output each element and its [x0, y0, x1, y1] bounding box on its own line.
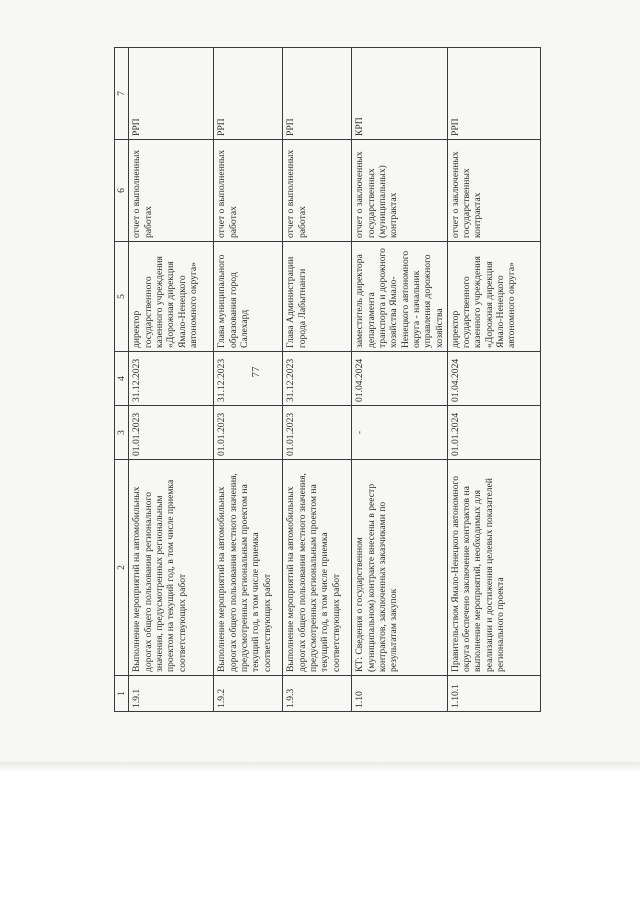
start-date: 01.01.2023 [129, 406, 214, 460]
end-date: 01.04.2024 [352, 352, 448, 406]
start-date: 01.01.2023 [283, 406, 352, 460]
table-row [214, 48, 283, 712]
page-edge [0, 762, 640, 772]
control-level: РРП [447, 48, 540, 140]
document-type: отчет о выполненных работах [214, 140, 283, 242]
column-number: 2 [115, 460, 129, 676]
column-number: 3 [115, 406, 129, 460]
row-number: 1.10 [352, 676, 448, 712]
page-number: 77 [250, 366, 262, 378]
control-level: РРП [283, 48, 352, 140]
start-date: - [352, 406, 448, 460]
event-name: Выполнение мероприятий на автомобильных дорогах общего пользования местного значения, предусмотренных региональным проектом на текущий год, в том числе приемка соответствующих работ [283, 460, 352, 676]
responsible: Глава Администрации города Лабытнанги [283, 242, 352, 352]
document-type: отчет о выполненных работах [129, 140, 214, 242]
control-level: РРП [214, 48, 283, 140]
column-number-row [115, 48, 129, 712]
column-number: 7 [115, 48, 129, 140]
table-row [447, 48, 540, 712]
end-date: 31.12.2023 [283, 352, 352, 406]
column-number: 1 [115, 676, 129, 712]
column-number: 4 [115, 352, 129, 406]
column-number: 6 [115, 140, 129, 242]
document-type: отчет о выполненных работах [283, 140, 352, 242]
responsible: Глава муниципального образования город Салехард [214, 242, 283, 352]
document-type: отчет о заключенных государственных контрактах [447, 140, 540, 242]
plan-table [114, 47, 541, 712]
rotated-table-container [114, 48, 524, 712]
end-date: 31.12.2023 [214, 352, 283, 406]
document-type: отчет о заключенных государственных (муниципальных) контрактах [352, 140, 448, 242]
control-level: КРП [352, 48, 448, 140]
event-name: Выполнение мероприятий на автомобильных дорогах общего пользования местного значения, предусмотренных региональным проектом на текущий год, в том числе приемка соответствующих работ [214, 460, 283, 676]
start-date: 01.01.2024 [447, 406, 540, 460]
responsible: директор государственного казенного учреждения «Дорожная дирекция Ямало-Ненецкого автономного округа» [447, 242, 540, 352]
responsible: директор государственного казенного учреждения «Дорожная дирекция Ямало-Ненецкого автономного округа» [129, 242, 214, 352]
column-number: 5 [115, 242, 129, 352]
responsible: заместитель директора департамента транспорта и дорожного хозяйства Ямало-Ненецкого автономного округа - начальник управления дорожного хозяйства [352, 242, 448, 352]
end-date: 01.04.2024 [447, 352, 540, 406]
event-name: Выполнение мероприятий на автомобильных дорогах общего пользования регионального значения, предусмотренных региональным проектом на текущий год, в том числе приемка соответствующих работ [129, 460, 214, 676]
table-row [129, 48, 214, 712]
row-number: 1.10.1 [447, 676, 540, 712]
event-name: КТ: Сведения о государственном (муниципальном) контракте внесены в реестр контрактов, заключенных заказчиками по результатам закупок [352, 460, 448, 676]
row-number: 1.9.2 [214, 676, 283, 712]
control-level: РРП [129, 48, 214, 140]
end-date: 31.12.2023 [129, 352, 214, 406]
table-row [352, 48, 448, 712]
row-number: 1.9.1 [129, 676, 214, 712]
event-name: Правительством Ямало-Ненецкого автономного округа обеспечено заключение контрактов на выполнение мероприятий, необходимых для реализации и достижения целевых показателей регионального проекта [447, 460, 540, 676]
row-number: 1.9.3 [283, 676, 352, 712]
start-date: 01.01.2023 [214, 406, 283, 460]
table-row [283, 48, 352, 712]
